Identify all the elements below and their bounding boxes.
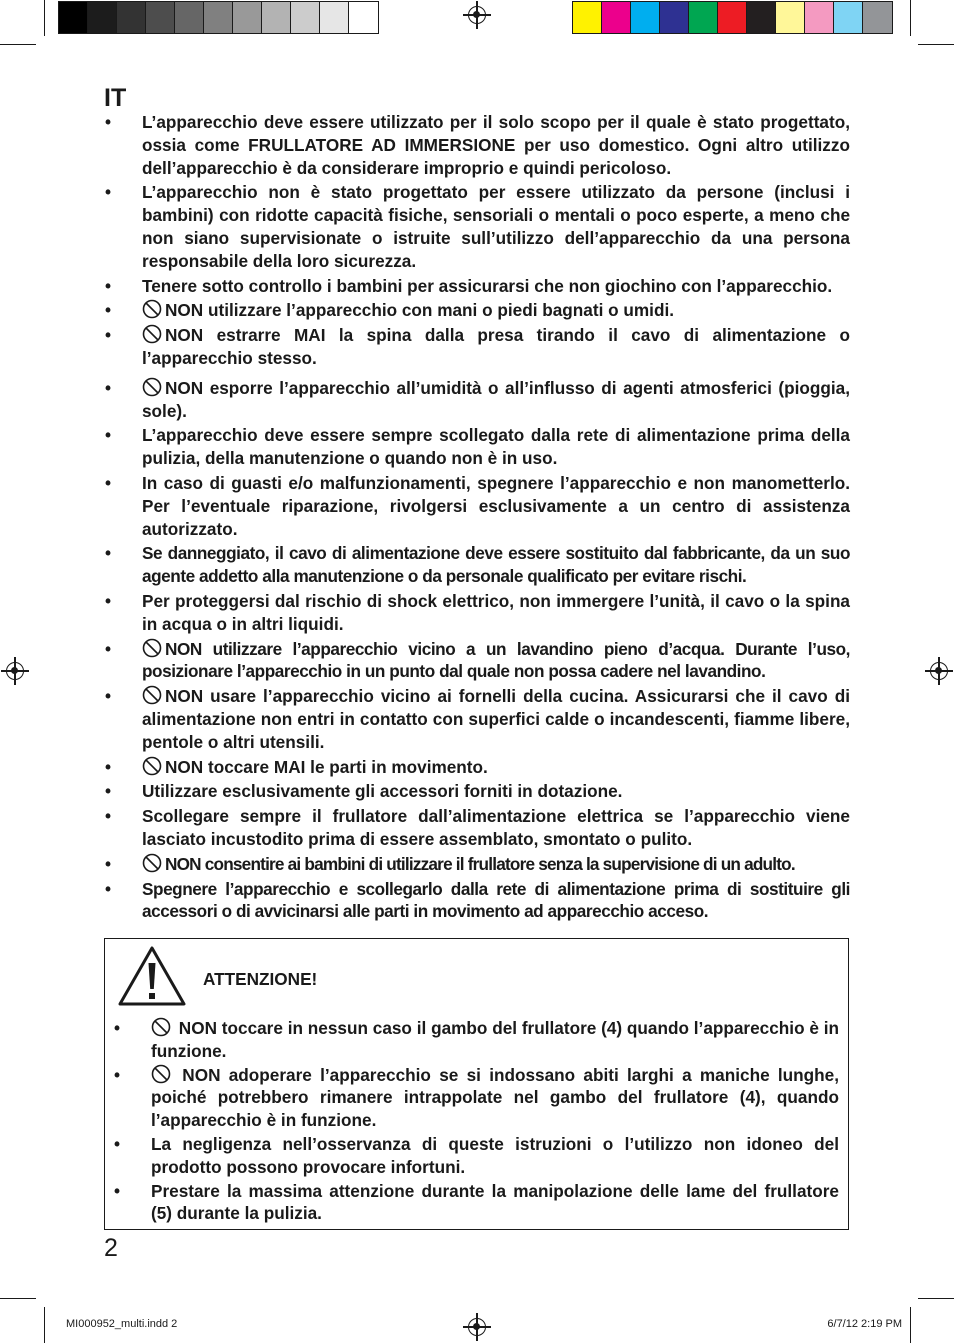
list-item: • NON esporre l’apparecchio all’umidità o all’influsso di agenti atmosferici (pioggia, sole). <box>104 377 850 423</box>
color-swatch <box>660 2 689 33</box>
gray-swatch <box>262 2 291 33</box>
gray-swatch <box>320 2 349 33</box>
gray-swatch <box>349 2 378 33</box>
page-number: 2 <box>104 1234 118 1262</box>
prohibited-icon <box>142 638 162 658</box>
registration-mark-icon <box>468 1318 486 1336</box>
color-swatch <box>573 2 602 33</box>
gray-swatch <box>59 2 88 33</box>
list-item: • Se danneggiato, il cavo di alimentazione deve essere sostituito dal fabbricante, da un suo agente addetto alla manutenzione o da personale qualificato per evitare rischi. <box>104 542 850 588</box>
crop-mark <box>44 0 45 36</box>
prohibited-icon <box>151 1064 171 1084</box>
prohibited-icon <box>151 1017 171 1037</box>
color-swatch <box>747 2 776 33</box>
color-swatch <box>718 2 747 33</box>
color-swatch <box>776 2 805 33</box>
list-item: • NON consentire ai bambini di utilizzare il frullatore senza la supervisione di un adulto. <box>104 853 850 876</box>
registration-mark-icon <box>6 662 24 680</box>
prohibited-icon <box>142 853 162 873</box>
gray-swatch <box>291 2 320 33</box>
safety-instructions-list <box>104 111 850 925</box>
prohibited-icon <box>142 299 162 319</box>
warning-box <box>104 938 849 1230</box>
crop-mark <box>918 1298 954 1299</box>
color-swatch <box>602 2 631 33</box>
crop-mark <box>0 1298 36 1299</box>
gray-swatch <box>117 2 146 33</box>
list-item: • Prestare la massima attenzione durante la manipolazione delle lame del frullatore (5) durante la pulizia. <box>113 1180 839 1226</box>
crop-mark <box>910 1307 911 1343</box>
warning-title: ATTENZIONE! <box>203 969 318 989</box>
crop-mark <box>918 44 954 45</box>
list-item: • NON utilizzare l’apparecchio vicino a un lavandino pieno d’acqua. Durante l’uso, posizionare l’apparecchio in un punto dal quale non possa cadere nel lavandino. <box>104 638 850 684</box>
list-item: • NON usare l’apparecchio vicino ai fornelli della cucina. Assicurarsi che il cavo di alimentazione non entri in contatto con superfici calde o incandescenti, fiamme libere, pentole o altri utensili. <box>104 685 850 753</box>
grayscale-color-bar <box>58 1 379 34</box>
color-swatch <box>834 2 863 33</box>
color-swatch <box>863 2 892 33</box>
warning-triangle-icon <box>117 945 187 1007</box>
list-item: • Scollegare sempre il frullatore dall’alimentazione elettrica se l’apparecchio viene lasciato incustodito prima di essere assemblato, smontato o pulito. <box>104 805 850 851</box>
list-item: • NON adoperare l’apparecchio se si indossano abiti larghi a maniche lunghe, poiché potrebbero rimanere intrappolate nel gambo del frullatore (4), quando l’apparecchio è in funzione. <box>113 1064 839 1132</box>
crop-mark <box>910 0 911 36</box>
list-item: • L’apparecchio deve essere utilizzato per il solo scopo per il quale è stato progettato, ossia come FRULLATORE AD IMMERSIONE per uso domestico. Ogni altro utilizzo dell’apparecchio è da considerare improprio e quindi pericoloso. <box>104 111 850 179</box>
list-item: • L’apparecchio non è stato progettato per essere utilizzato da persone (inclusi i bambini) con ridotte capacità fisiche, sensoriali o mentali o poco esperte, a meno che non siano supervisionate o istruite sull’utilizzo dell’apparecchio da una persona responsabile della loro sicurezza. <box>104 181 850 272</box>
list-item: • In caso di guasti e/o malfunzionamenti, spegnere l’apparecchio e non manometterlo. Per l’eventuale riparazione, rivolgersi esclusivamente a un centro di assistenza autorizzato. <box>104 472 850 540</box>
color-swatch <box>631 2 660 33</box>
list-item: • Spegnere l’apparecchio e scollegarlo dalla rete di alimentazione prima di sostituire gli accessori o di avvicinarsi alle parti in movimento ad apparecchio acceso. <box>104 878 850 924</box>
crop-mark <box>44 1307 45 1343</box>
prohibited-icon <box>142 685 162 705</box>
list-item: • NON estrarre MAI la spina dalla presa tirando il cavo di alimentazione o l’apparecchio stesso. <box>104 324 850 370</box>
list-item: • NON toccare in nessun caso il gambo del frullatore (4) quando l’apparecchio è in funzione. <box>113 1017 839 1063</box>
prohibited-icon <box>142 756 162 776</box>
list-item: • Tenere sotto controllo i bambini per assicurarsi che non giochino con l’apparecchio. <box>104 275 850 298</box>
list-item: • NON utilizzare l’apparecchio con mani o piedi bagnati o umidi. <box>104 299 850 322</box>
registration-mark-icon <box>930 662 948 680</box>
list-item: • NON toccare MAI le parti in movimento. <box>104 756 850 779</box>
list-item: • Utilizzare esclusivamente gli accessori forniti in dotazione. <box>104 780 850 803</box>
gray-swatch <box>88 2 117 33</box>
gray-swatch <box>204 2 233 33</box>
gray-swatch <box>146 2 175 33</box>
prohibited-icon <box>142 377 162 397</box>
crop-mark <box>0 44 36 45</box>
slug-datetime: 6/7/12 2:19 PM <box>827 1318 902 1330</box>
language-code: IT <box>104 84 127 112</box>
list-item: • L’apparecchio deve essere sempre scollegato dalla rete di alimentazione prima della pulizia, della manutenzione o quando non è in uso. <box>104 424 850 470</box>
gray-swatch <box>175 2 204 33</box>
gray-swatch <box>233 2 262 33</box>
warning-list <box>113 1017 839 1225</box>
process-color-bar <box>572 1 893 34</box>
list-item: • La negligenza nell’osservanza di queste istruzioni o l’utilizzo non idoneo del prodotto possono provocare infortuni. <box>113 1133 839 1179</box>
color-swatch <box>689 2 718 33</box>
registration-mark-icon <box>468 6 486 24</box>
prohibited-icon <box>142 324 162 344</box>
slug-filename: MI000952_multi.indd 2 <box>66 1318 178 1330</box>
color-swatch <box>805 2 834 33</box>
list-item: • Per proteggersi dal rischio di shock elettrico, non immergere l’unità, il cavo o la spina in acqua o in altri liquidi. <box>104 590 850 636</box>
